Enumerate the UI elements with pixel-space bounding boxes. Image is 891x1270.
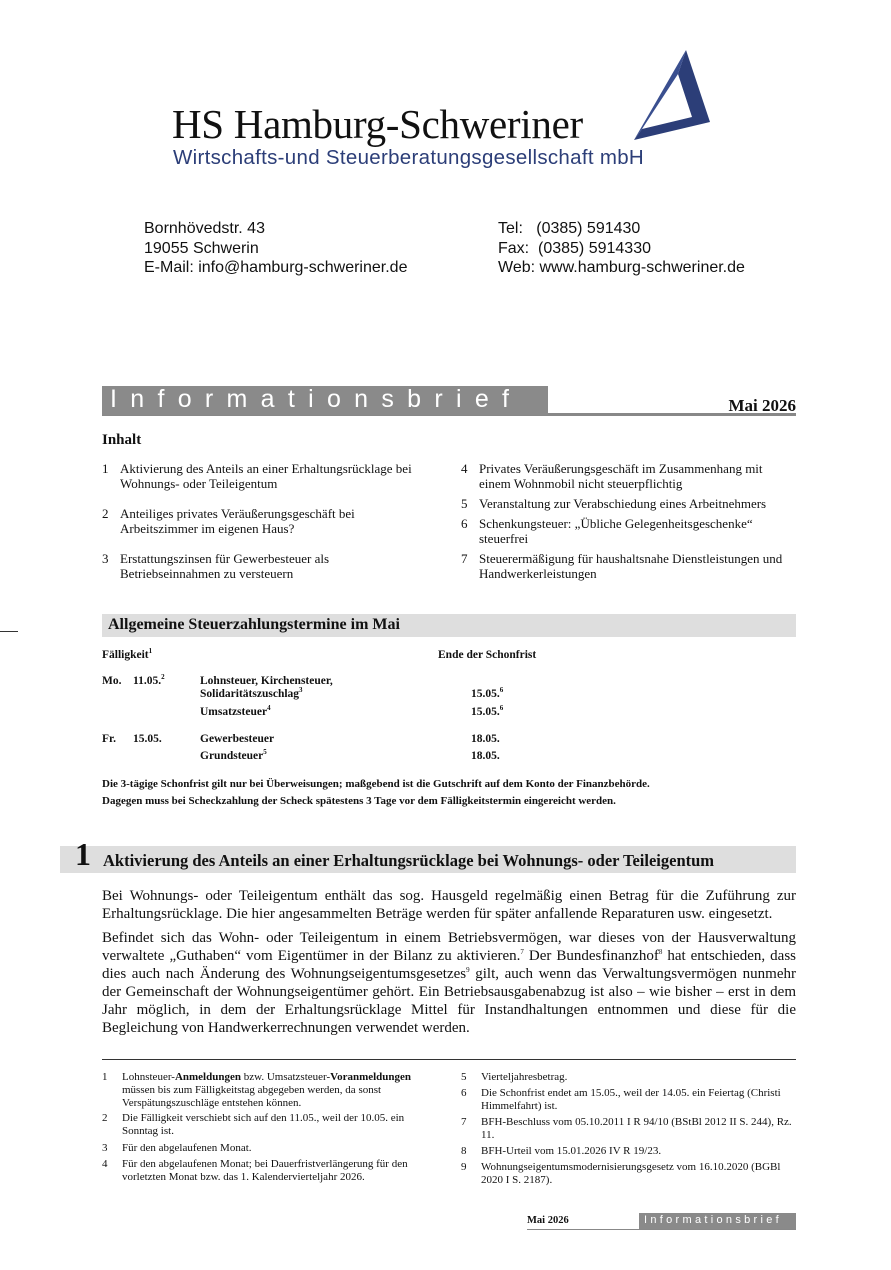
para-text: gilt, auch wenn das Verwaltungsvermögen nunmehr der Gemeinschaft der Wohnungseigentümer gehört. Ein Betriebsausgabenabzug ist also – wie bisher – erst in dem Jahr möglich, in dem der Erhaltungsrücklage Mittel für Instandhaltungen entnommen und diese für die Begleichung von Handwerkerrechnungen verwendet werden. bbox=[102, 966, 796, 1036]
section-1-title: Aktivierung des Anteils an einer Erhaltungsrücklage bei Wohnungs- oder Teileigentum bbox=[103, 851, 715, 870]
fn-part: müssen bis zum Fälligkeitstag abgegeben werden, da sonst Verspätungszuschläge entstehen können. bbox=[122, 1084, 382, 1109]
footnote-number: 7 bbox=[461, 1116, 467, 1128]
toc-number: 6 bbox=[461, 516, 468, 531]
footnote bbox=[461, 1161, 796, 1187]
toc-item[interactable] bbox=[102, 506, 420, 536]
footnote-ref[interactable]: 8 bbox=[658, 948, 663, 956]
termin-date bbox=[133, 675, 165, 687]
toc-text: Privates Veräußerungsgeschäft im Zusammenhang mit einem Wohnmobil nicht steuerpflichtig bbox=[479, 461, 763, 491]
termin-end bbox=[471, 688, 503, 700]
footnote-rule bbox=[102, 1059, 796, 1060]
termin-tax bbox=[200, 706, 271, 718]
footnote bbox=[461, 1145, 796, 1158]
footnote bbox=[102, 1158, 427, 1184]
footnote-ref[interactable]: 7 bbox=[520, 948, 524, 956]
toc-item[interactable] bbox=[461, 461, 796, 491]
footnote-number: 8 bbox=[461, 1145, 467, 1157]
termin-end bbox=[471, 706, 503, 718]
contents-heading: Inhalt bbox=[102, 432, 142, 448]
col-schonfrist: Ende der Schonfrist bbox=[438, 649, 537, 661]
footnote-number: 2 bbox=[102, 1112, 108, 1124]
toc-text: Schenkungsteuer: „Übliche Gelegenheitsgeschenke“ steuerfrei bbox=[479, 516, 753, 546]
termine-note-2: Dagegen muss bei Scheckzahlung der Scheck spätestens 3 Tage vor dem Fälligkeitstermin eingereicht werden. bbox=[102, 795, 616, 807]
footnote-text: Für den abgelaufenen Monat. bbox=[122, 1142, 252, 1154]
footnote-text: Die Schonfrist endet am 15.05., weil der 14.05. ein Feiertag (Christi Himmelfahrt) ist. bbox=[481, 1087, 781, 1112]
toc-text: Erstattungszinsen für Gewerbesteuer als Betriebseinnahmen zu versteuern bbox=[120, 551, 330, 581]
toc-text: Aktivierung des Anteils an einer Erhaltungsrücklage bei Wohnungs- oder Teileigentum bbox=[120, 461, 412, 491]
address-block bbox=[144, 219, 407, 278]
address-street: Bornhövedstr. 43 bbox=[144, 220, 265, 237]
fold-mark bbox=[0, 631, 18, 632]
footnote bbox=[461, 1116, 801, 1142]
fn-bold: Voranmeldungen bbox=[330, 1071, 412, 1083]
col-faelligkeit-label: Fälligkeit bbox=[102, 649, 149, 661]
contact-tel: Tel: (0385) 591430 bbox=[498, 220, 641, 237]
section-1-paragraph-1: Bei Wohnungs- oder Teileigentum enthält das sog. Hausgeld regelmäßig einen Betrag für die Zuführung zur Erhaltungsrücklage. Die hier angesammelten Beträge werden für später anfallende Reparaturen usw. eingesetzt. bbox=[102, 888, 796, 922]
logo-icon bbox=[634, 50, 710, 140]
termin-tax: Gewerbesteuer bbox=[200, 733, 275, 745]
footnote-text: Für den abgelaufenen Monat; bei Dauerfristverlängerung für den vorletzten Monat bzw. das 1. Kalendervierteljahr 2026. bbox=[122, 1158, 408, 1183]
footnote-number: 9 bbox=[461, 1161, 467, 1173]
firm-name: HS Hamburg-Schweriner bbox=[172, 101, 583, 147]
termin-end-value: 15.05. bbox=[471, 688, 500, 700]
footer-date: Mai 2026 bbox=[527, 1215, 569, 1226]
col-faelligkeit bbox=[102, 649, 152, 661]
footnote-ref[interactable]: 9 bbox=[466, 966, 470, 974]
fn-part: Lohnsteuer- bbox=[122, 1071, 175, 1083]
para-text: hat entschieden, dass dies auch nach Änderung des Wohnungseigentumsgesetzes bbox=[102, 948, 796, 982]
footnote-ref[interactable]: 4 bbox=[267, 704, 271, 713]
footnote-ref[interactable]: 5 bbox=[263, 748, 267, 757]
footnote-ref[interactable]: 1 bbox=[148, 647, 153, 656]
toc-number: 2 bbox=[102, 506, 109, 521]
toc-text: Veranstaltung zur Verabschiedung eines Arbeitnehmers bbox=[479, 496, 767, 511]
contact-web[interactable]: Web: www.hamburg-schweriner.de bbox=[498, 259, 745, 276]
termin-day: Fr. bbox=[102, 733, 116, 745]
termin-date: 15.05. bbox=[133, 733, 162, 745]
footnote-text: BFH-Beschluss vom 05.10.2011 I R 94/10 (BStBl 2012 II S. 244), Rz. 11. bbox=[481, 1116, 792, 1141]
termin-end: 18.05. bbox=[471, 750, 500, 762]
termin-date-value: 11.05. bbox=[133, 675, 162, 687]
termin-tax-name: Solidaritätszuschlag bbox=[200, 688, 300, 700]
footnote-number: 4 bbox=[102, 1158, 108, 1170]
footnote-number: 3 bbox=[102, 1142, 108, 1154]
termin-day: Mo. bbox=[102, 675, 122, 687]
termin-tax-name: Umsatzsteuer bbox=[200, 706, 268, 718]
contact-block bbox=[498, 219, 745, 278]
toc-number: 5 bbox=[461, 496, 468, 511]
toc-number: 1 bbox=[102, 461, 109, 476]
toc-item[interactable] bbox=[461, 551, 796, 581]
section-1-number: 1 bbox=[75, 836, 91, 872]
termin-tax bbox=[200, 688, 303, 700]
toc-text: Anteiliges privates Veräußerungsgeschäft bei Arbeitszimmer im eigenen Haus? bbox=[120, 506, 355, 536]
footnote-ref[interactable]: 3 bbox=[299, 686, 303, 695]
section-1-paragraph-2 bbox=[102, 929, 796, 1037]
termin-end-value: 15.05. bbox=[471, 706, 500, 718]
toc-item[interactable] bbox=[102, 461, 420, 491]
toc-text: Steuerermäßigung für haushaltsnahe Dienstleistungen und Handwerkerleistungen bbox=[479, 551, 783, 581]
toc-item[interactable] bbox=[102, 551, 420, 581]
toc-number: 3 bbox=[102, 551, 109, 566]
footnote-text: Die Fälligkeit verschiebt sich auf den 11.05., weil der 10.05. ein Sonntag ist. bbox=[122, 1112, 405, 1137]
toc-item[interactable] bbox=[461, 496, 796, 511]
footnote bbox=[102, 1071, 412, 1110]
address-city: 19055 Schwerin bbox=[144, 239, 259, 257]
para-text: Der Bundesfinanzhof bbox=[523, 948, 659, 964]
termin-tax-name: Grundsteuer bbox=[200, 750, 264, 762]
contact-fax: Fax: (0385) 5914330 bbox=[498, 239, 651, 257]
fn-bold: Anmeldungen bbox=[174, 1071, 241, 1083]
footnote-number: 1 bbox=[102, 1071, 108, 1083]
footnote-ref[interactable]: 6 bbox=[499, 686, 504, 695]
termin-tax bbox=[200, 750, 267, 762]
termine-note-1: Die 3-tägige Schonfrist gilt nur bei Überweisungen; maßgebend ist die Gutschrift auf dem Konto der Finanzbehörde. bbox=[102, 778, 650, 790]
footnote bbox=[461, 1087, 781, 1113]
termin-end: 18.05. bbox=[471, 733, 500, 745]
footnote bbox=[102, 1112, 432, 1138]
termin-tax: Lohnsteuer, Kirchensteuer, bbox=[200, 675, 333, 687]
address-email[interactable]: E-Mail: info@hamburg-schweriner.de bbox=[144, 259, 408, 276]
toc-number: 4 bbox=[461, 461, 468, 476]
para-text: Befindet sich das Wohn- oder Teileigentum in einem Betriebsvermögen, war dieses von der Hausverwaltung verwaltete „Guthaben“ vom Eigentümer in der Bilanz zu aktivieren. bbox=[102, 930, 796, 964]
fn-part: bzw. Umsatzsteuer- bbox=[240, 1071, 331, 1083]
toc-number: 7 bbox=[461, 551, 468, 566]
newsletter-title: Informationsbrief bbox=[110, 385, 523, 413]
firm-subtitle: Wirtschafts-und Steuerberatungsgesellschaft mbH bbox=[173, 146, 645, 169]
termine-heading: Allgemeine Steuerzahlungstermine im Mai bbox=[108, 616, 400, 633]
footnote-number: 5 bbox=[461, 1071, 467, 1083]
footnote-text bbox=[122, 1071, 412, 1110]
footnote-text: Wohnungseigentumsmodernisierungsgesetz vom 16.10.2020 (BGBl 2020 I S. 2187). bbox=[481, 1161, 781, 1186]
footnote-ref[interactable]: 2 bbox=[161, 673, 165, 682]
footnote-text: Vierteljahresbetrag. bbox=[481, 1071, 568, 1083]
footer-rule bbox=[527, 1229, 796, 1230]
footnote bbox=[102, 1142, 432, 1155]
footnote-number: 6 bbox=[461, 1087, 467, 1099]
footnote-ref[interactable]: 6 bbox=[499, 704, 504, 713]
footnote-text: BFH-Urteil vom 15.01.2026 IV R 19/23. bbox=[481, 1145, 662, 1157]
footnote bbox=[461, 1071, 796, 1084]
newsletter-date: Mai 2026 bbox=[728, 396, 796, 415]
toc-item[interactable] bbox=[461, 516, 776, 546]
footer-title: Informationsbrief bbox=[644, 1214, 783, 1226]
